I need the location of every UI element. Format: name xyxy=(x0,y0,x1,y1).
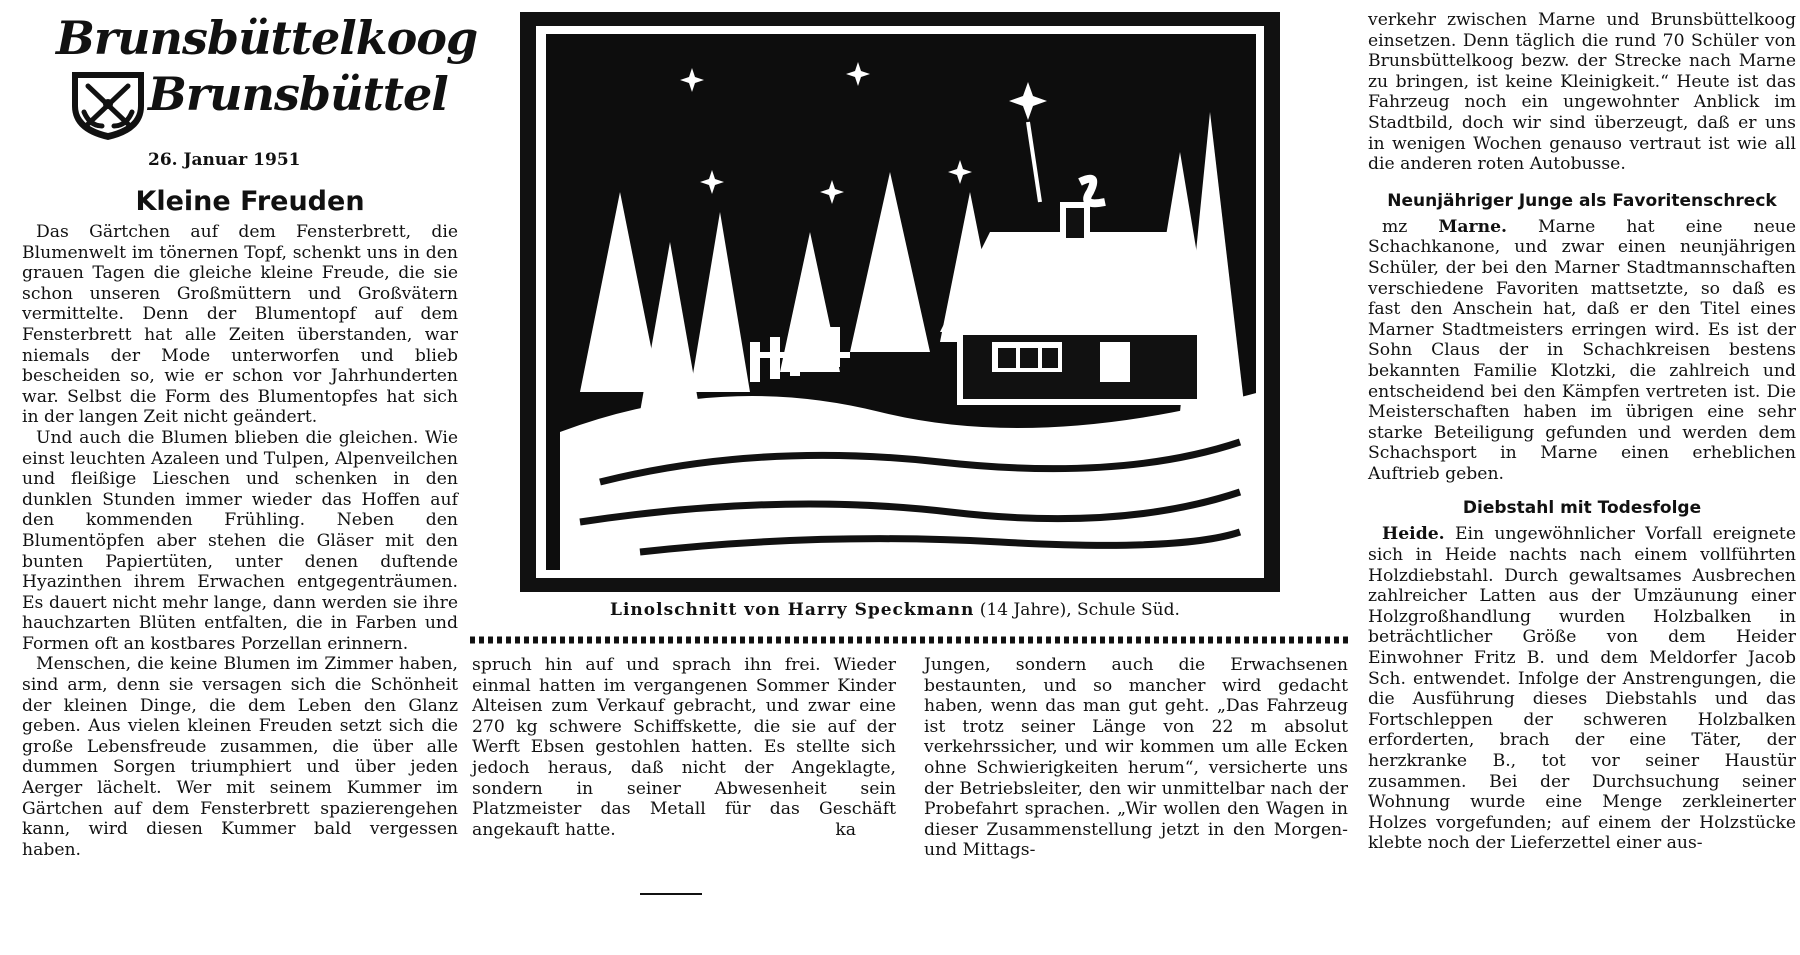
article-paragraph: verkehr zwischen Marne und Brunsbüttelkoog einsetzen. Denn täglich die rund 70 Schüler von Brunsbüttelkoog bezw. der Strecke nach Marne zu bringen, ist keine Kleinigkeit.“ Heute ist das Fahrzeug noch ein ungewohnter Anblick im Stadtbild, doch wir sind überzeugt, daß er uns in wenigen Wochen genauso vertraut ist wie all die anderen roten Autobusse. xyxy=(1368,10,1796,175)
article-paragraph: Und auch die Blumen blieben die gleichen. Wie einst leuchten Azaleen und Tulpen, Alpenveilchen und fleißige Lieschen und schenken in den dunklen Stunden immer wieder das Hoffen auf den kommenden Frühling. Neben den Blumentöpfen aber stehen die Gläser mit den bunten Papiertüten, unter denen duftende Hyazinthen ihrem Erwachen entgegenträumen. Es dauert nicht mehr lange, dann werden sie ihre hauchzarten Blüten entfalten, die in Farben und Formen oft an kostbares Porzellan erinnern. xyxy=(22,427,458,654)
masthead xyxy=(48,10,478,140)
image-caption: Linolschnitt von Harry Speckmann (14 Jahre), Schule Süd. xyxy=(610,600,1180,620)
dotted-rule-divider xyxy=(470,634,1352,646)
middle-right-column xyxy=(924,655,1348,861)
article-paragraph: Jungen, sondern auch die Erwachsenen bestaunten, und so mancher wird gedacht haben, wenn das man gut geht. „Das Fahrzeug ist trotz seiner Länge von 22 m absolut verkehrssicher, und wir kommen um alle Ecken ohne Schwierigkeiten herum“, versicherte uns der Betriebsleiter, den wir unmittelbar nach der Probefahrt sprachen. „Wir wollen den Wagen in dieser Zusammenstellung jetzt in den Morgen- und Mittags- xyxy=(924,655,1348,861)
right-column xyxy=(1368,10,1796,854)
article-paragraph: mz Marne. Marne hat eine neue Schachkanone, und zwar einen neunjährigen Schüler, der bei den Marner Stadtmannschaften verschiedene Favoriten mattsetzte, so daß es fast den Anschein hat, daß er den Titel eines Marner Stadtmeisters erringen wird. Es ist der Sohn Claus der in Schachkreisen bestens bekannten Familie Klotzki, die zahlreich und entscheidend bei den Kämpfen vertreten ist. Die Meisterschaften haben im übrigen eine sehr starke Beteiligung gefunden und werden dem Schachsport in Marne einen erheblichen Auftrieb geben. xyxy=(1368,216,1796,484)
issue-date: 26. Januar 1951 xyxy=(148,150,301,170)
article-paragraph: Menschen, die keine Blumen im Zimmer haben, sind arm, denn sie versagen sich die Schönheit der kleinen Dinge, die dem Leben den Glanz geben. Aus vielen kleinen Freuden setzt sich die große Lebensfreude zusammen, die über alle dummen Sorgen triumphiert und über jeden Aerger lächelt. Wer mit seinem Kummer im Gärtchen auf dem Fensterbrett spazierengehen kann, wird diesen Kummer bald vergessen haben. xyxy=(22,654,458,860)
anchor-crest-icon xyxy=(68,66,148,142)
short-rule-divider xyxy=(640,893,702,895)
article-paragraph: spruch hin auf und sprach ihn frei. Wieder einmal hatten im vergangenen Sommer Kinder Alteisen zum Verkauf gebracht, und zwar eine 270 kg schwere Schiffskette, die sie auf der Werft Ebsen gestohlen hatten. Es stellte sich jedoch heraus, daß nicht der Angeklagte, sondern in seiner Abwesenheit sein Platzmeister das Metall für das Geschäft angekauft hatte. xyxy=(472,655,896,840)
headline-favoritenschreck: Neunjähriger Junge als Favoritenschreck xyxy=(1387,190,1777,211)
left-column xyxy=(22,222,458,860)
headline-diebstahl: Diebstahl mit Todesfolge xyxy=(1462,498,1702,519)
author-signature: ka xyxy=(835,820,856,841)
masthead-title-line1: Brunsbüttelkoog xyxy=(56,11,478,65)
article-paragraph: Das Gärtchen auf dem Fensterbrett, die Blumenwelt im tönernen Topf, schenkt uns in den grauen Tagen die gleiche kleine Freude, die sie schon unseren Großmüttern und Großvätern vermittelte. Denn der Blumentopf auf dem Fensterbrett hat alle Zeiten überstanden, war niemals der Mode unterworfen und blieb bescheiden so, wie er schon vor Jahrhunderten war. Selbst die Form des Blumentopfes hat sich in der langen Zeit nicht geändert. xyxy=(22,222,458,428)
article-title-kleine-freuden: Kleine Freuden xyxy=(135,186,365,217)
article-paragraph: Heide. Ein ungewöhnlicher Vorfall ereignete sich in Heide nachts nach einem vollführten Holzdiebstahl. Durch gewaltsames Ausbrechen zahlreicher Latten aus der Umzäunung einer Holzgroßhandlung wurden Holzbalken in beträchtlicher Größe von dem Heider Einwohner Fritz B. und dem Meldorfer Jacob Sch. entwendet. Infolge der Anstrengungen, die die Ausführung dieses Diebstahls und das Fortschleppen der schweren Holzbalken erforderten, brach der eine Täter, der herzkranke B., tot vor seiner Haustür zusammen. Bei der Durchsuchung seiner Wohnung wurde eine Menge zerkleinerter Holzes vorgefunden; auf einem der Holzstücke klebte noch der Lieferzettel einer aus- xyxy=(1368,524,1796,854)
masthead-title-line2: Brunsbüttel xyxy=(148,67,448,121)
linocut-winter-house-image xyxy=(520,12,1280,592)
middle-left-column xyxy=(472,655,896,841)
